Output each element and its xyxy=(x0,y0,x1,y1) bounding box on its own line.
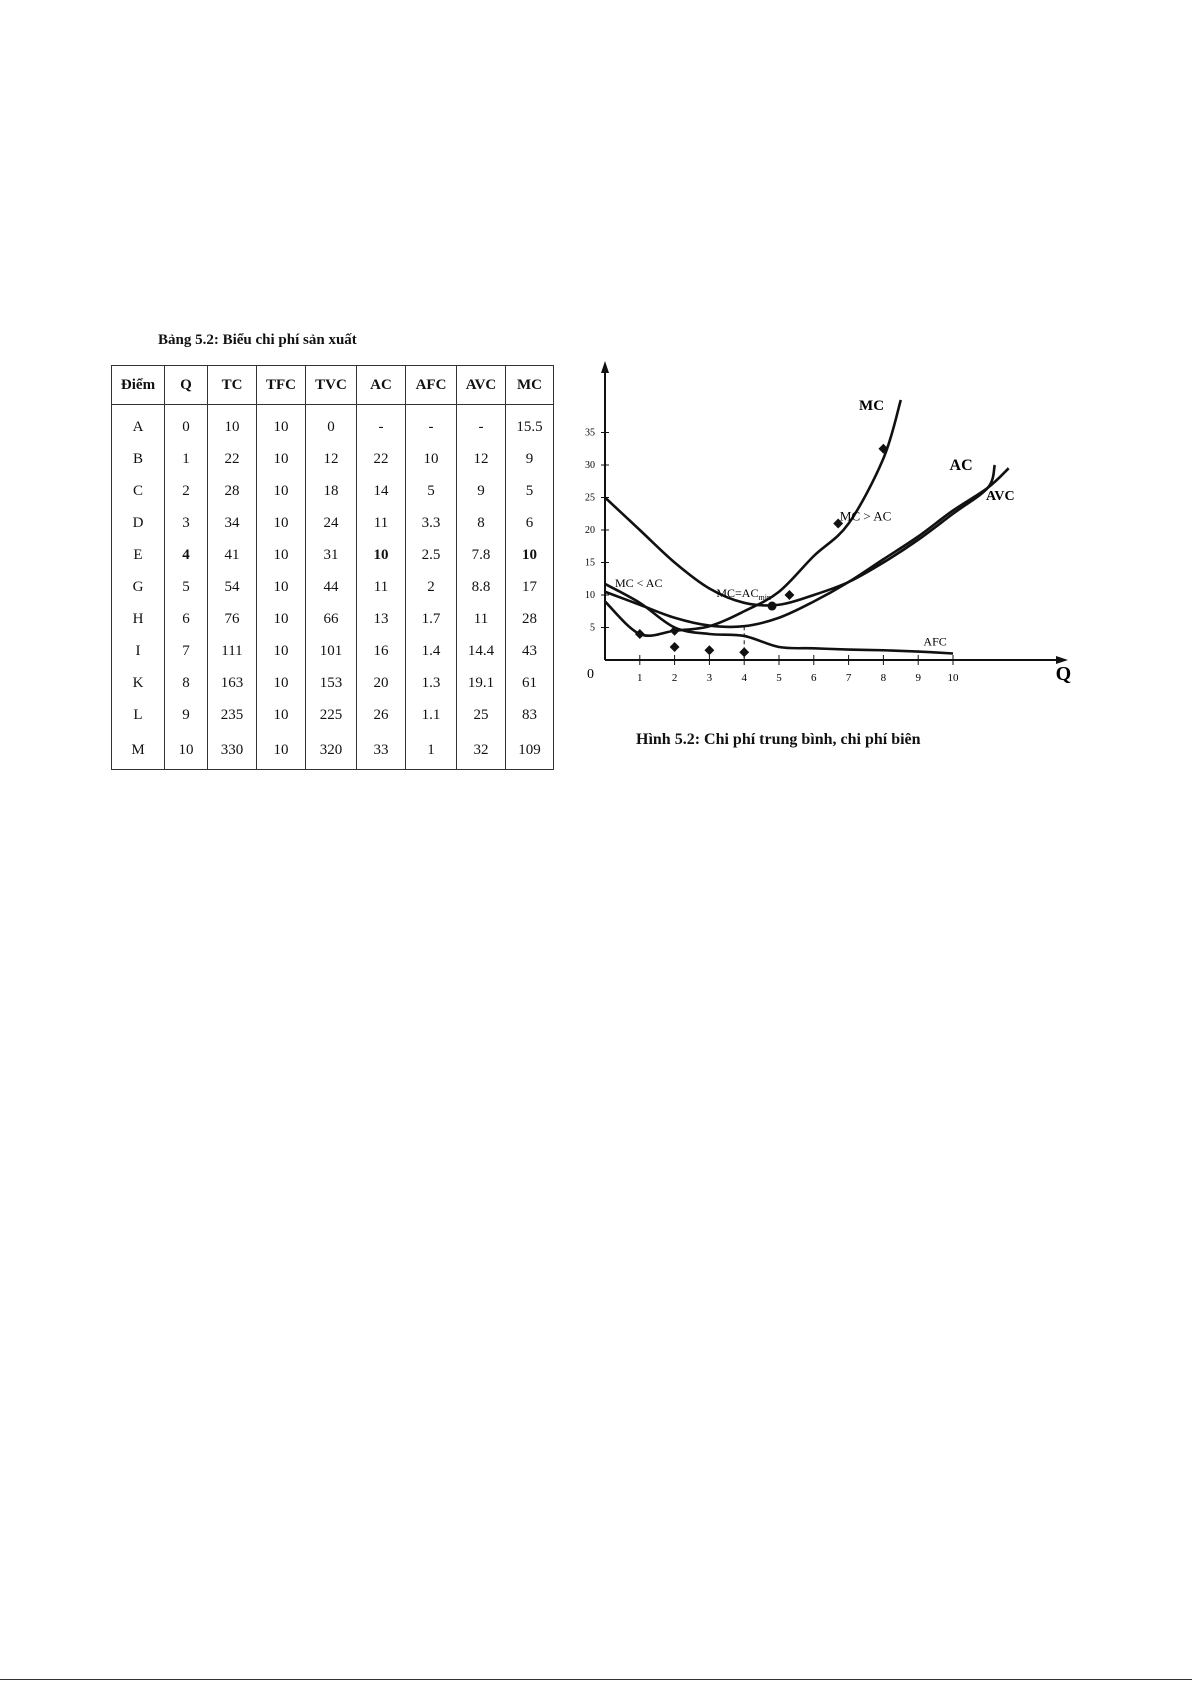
cell-tc: 54 xyxy=(208,571,257,603)
cell-ac: 16 xyxy=(357,635,406,667)
x-tick-label: 9 xyxy=(915,672,921,684)
table-row xyxy=(112,667,554,699)
x-tick-label: 10 xyxy=(947,672,959,684)
table-row xyxy=(112,443,554,475)
cell-q: 1 xyxy=(165,443,208,475)
cell-ac: 14 xyxy=(357,475,406,507)
x-tick-label: 1 xyxy=(637,672,643,684)
origin-label: 0 xyxy=(587,667,594,682)
label-mc-greater-ac: MC > AC xyxy=(839,508,892,524)
label-mc-less-ac: MC < AC xyxy=(615,576,663,591)
label-mc: MC xyxy=(859,397,885,414)
cell-tvc: 24 xyxy=(306,507,357,539)
label-mc-equals-ac-min: $MC=AC_{min}$ xyxy=(716,585,771,602)
cell-ac: 13 xyxy=(357,603,406,635)
header-tc: TC xyxy=(208,366,257,405)
cell-q: 6 xyxy=(165,603,208,635)
cell-ac: 11 xyxy=(357,507,406,539)
cell-q: 5 xyxy=(165,571,208,603)
cell-tfc: 10 xyxy=(257,731,306,770)
cell-ac: 33 xyxy=(357,731,406,770)
x-tick-label: 4 xyxy=(741,672,747,684)
cell-diem: A xyxy=(112,405,165,444)
cell-tvc: 320 xyxy=(306,731,357,770)
avc-curve xyxy=(605,468,1009,627)
cell-tvc: 225 xyxy=(306,699,357,731)
table-row xyxy=(112,731,554,770)
afc-marker xyxy=(739,647,749,657)
cell-q: 9 xyxy=(165,699,208,731)
intersection-point xyxy=(768,602,777,611)
cell-tvc: 66 xyxy=(306,603,357,635)
cell-mc: 61 xyxy=(506,667,554,699)
cell-mc: 43 xyxy=(506,635,554,667)
cell-afc: 1.7 xyxy=(406,603,457,635)
cell-tfc: 10 xyxy=(257,443,306,475)
cell-afc: 1.3 xyxy=(406,667,457,699)
cell-diem: C xyxy=(112,475,165,507)
y-tick-label: 25 xyxy=(585,492,595,504)
label-afc: AFC xyxy=(923,634,947,649)
cell-mc: 28 xyxy=(506,603,554,635)
cell-tfc: 10 xyxy=(257,507,306,539)
cell-tvc: 0 xyxy=(306,405,357,444)
cell-tc: 34 xyxy=(208,507,257,539)
cell-q: 10 xyxy=(165,731,208,770)
cell-afc: 1.1 xyxy=(406,699,457,731)
table-row xyxy=(112,699,554,731)
cell-avc: 8.8 xyxy=(457,571,506,603)
afc-marker xyxy=(670,642,680,652)
cell-avc: 8 xyxy=(457,507,506,539)
cell-mc: 17 xyxy=(506,571,554,603)
y-tick-label: 10 xyxy=(585,590,595,601)
cell-diem: G xyxy=(112,571,165,603)
x-axis-label: Q xyxy=(1055,663,1072,685)
cell-ac: 20 xyxy=(357,667,406,699)
y-tick-label: 5 xyxy=(590,622,595,634)
cell-q: 4 xyxy=(165,539,208,571)
cell-tvc: 153 xyxy=(306,667,357,699)
cell-afc: 10 xyxy=(406,443,457,475)
figure-caption: Hình 5.2: Chi phí trung bình, chi phí biên xyxy=(636,731,921,748)
cell-tvc: 31 xyxy=(306,539,357,571)
header-ac: AC xyxy=(357,366,406,405)
cell-tc: 330 xyxy=(208,731,257,770)
cell-tfc: 10 xyxy=(257,475,306,507)
cell-mc: 15.5 xyxy=(506,405,554,444)
cell-q: 0 xyxy=(165,405,208,444)
header-avc: AVC xyxy=(457,366,506,405)
label-ac: AC xyxy=(949,457,973,475)
cell-ac: 10 xyxy=(357,539,406,571)
table-header-row xyxy=(112,366,554,405)
table-row xyxy=(112,405,554,444)
table-row xyxy=(112,635,554,667)
cell-afc: 3.3 xyxy=(406,507,457,539)
cell-q: 2 xyxy=(165,475,208,507)
cell-tc: 41 xyxy=(208,539,257,571)
cell-avc: 11 xyxy=(457,603,506,635)
cell-q: 8 xyxy=(165,667,208,699)
y-tick-label: 35 xyxy=(585,427,595,439)
label-min-subscript: min xyxy=(758,592,771,602)
cell-ac: - xyxy=(357,405,406,444)
cell-mc: 83 xyxy=(506,699,554,731)
table-row xyxy=(112,571,554,603)
table-row xyxy=(112,475,554,507)
cell-diem: K xyxy=(112,667,165,699)
header-diem: Điểm xyxy=(112,366,165,405)
cell-q: 7 xyxy=(165,635,208,667)
cell-avc: 32 xyxy=(457,731,506,770)
y-axis-arrow xyxy=(601,361,609,373)
header-tfc: TFC xyxy=(257,366,306,405)
cell-tfc: 10 xyxy=(257,699,306,731)
table-row xyxy=(112,539,554,571)
cell-avc: 19.1 xyxy=(457,667,506,699)
cell-mc: 10 xyxy=(506,539,554,571)
cell-diem: M xyxy=(112,731,165,770)
header-afc: AFC xyxy=(406,366,457,405)
cell-tc: 28 xyxy=(208,475,257,507)
table-row xyxy=(112,507,554,539)
cell-diem: D xyxy=(112,507,165,539)
header-tvc: TVC xyxy=(306,366,357,405)
mc-marker xyxy=(784,590,794,600)
cell-avc: - xyxy=(457,405,506,444)
page-bottom-rule xyxy=(0,1679,1192,1680)
cell-afc: 2 xyxy=(406,571,457,603)
cell-avc: 9 xyxy=(457,475,506,507)
table-body xyxy=(112,405,554,770)
ac-curve xyxy=(605,465,995,605)
cell-tvc: 101 xyxy=(306,635,357,667)
x-tick-label: 7 xyxy=(845,672,852,684)
cell-tc: 111 xyxy=(208,635,257,667)
cell-tfc: 10 xyxy=(257,603,306,635)
cell-diem: H xyxy=(112,603,165,635)
x-tick-label: 6 xyxy=(811,672,817,684)
y-tick-label: 20 xyxy=(585,525,595,536)
label-avc: AVC xyxy=(986,489,1015,505)
cell-afc: - xyxy=(406,405,457,444)
cell-tfc: 10 xyxy=(257,571,306,603)
cell-tc: 76 xyxy=(208,603,257,635)
x-tick-label: 5 xyxy=(776,672,782,684)
cell-afc: 1 xyxy=(406,731,457,770)
y-tick-label: 15 xyxy=(585,557,595,569)
x-tick-label: 2 xyxy=(671,672,678,684)
cost-curves-chart xyxy=(570,355,1080,700)
cell-tc: 163 xyxy=(208,667,257,699)
cell-tvc: 44 xyxy=(306,571,357,603)
header-mc: MC xyxy=(506,366,554,405)
cell-q: 3 xyxy=(165,507,208,539)
cell-tfc: 10 xyxy=(257,405,306,444)
table-row xyxy=(112,603,554,635)
cell-diem: E xyxy=(112,539,165,571)
afc-marker xyxy=(635,629,645,639)
cost-table xyxy=(111,365,554,770)
cell-mc: 9 xyxy=(506,443,554,475)
cell-afc: 2.5 xyxy=(406,539,457,571)
cell-diem: L xyxy=(112,699,165,731)
cell-mc: 5 xyxy=(506,475,554,507)
cell-ac: 26 xyxy=(357,699,406,731)
cell-ac: 11 xyxy=(357,571,406,603)
cell-avc: 7.8 xyxy=(457,539,506,571)
cell-tfc: 10 xyxy=(257,667,306,699)
cell-tc: 235 xyxy=(208,699,257,731)
cell-tfc: 10 xyxy=(257,635,306,667)
cell-tc: 10 xyxy=(208,405,257,444)
cell-diem: I xyxy=(112,635,165,667)
cell-mc: 109 xyxy=(506,731,554,770)
x-tick-label: 8 xyxy=(880,672,887,684)
cell-diem: B xyxy=(112,443,165,475)
afc-marker xyxy=(704,645,714,655)
cell-avc: 25 xyxy=(457,699,506,731)
cell-tc: 22 xyxy=(208,443,257,475)
cell-mc: 6 xyxy=(506,507,554,539)
cell-tfc: 10 xyxy=(257,539,306,571)
cell-tvc: 12 xyxy=(306,443,357,475)
cell-avc: 14.4 xyxy=(457,635,506,667)
table-caption: Bảng 5.2: Biểu chi phí sản xuất xyxy=(158,332,357,348)
y-tick-label: 30 xyxy=(585,460,595,471)
cell-ac: 22 xyxy=(357,443,406,475)
header-q: Q xyxy=(165,366,208,405)
cell-afc: 1.4 xyxy=(406,635,457,667)
x-tick-label: 3 xyxy=(706,672,713,684)
cell-afc: 5 xyxy=(406,475,457,507)
cell-avc: 12 xyxy=(457,443,506,475)
cell-tvc: 18 xyxy=(306,475,357,507)
